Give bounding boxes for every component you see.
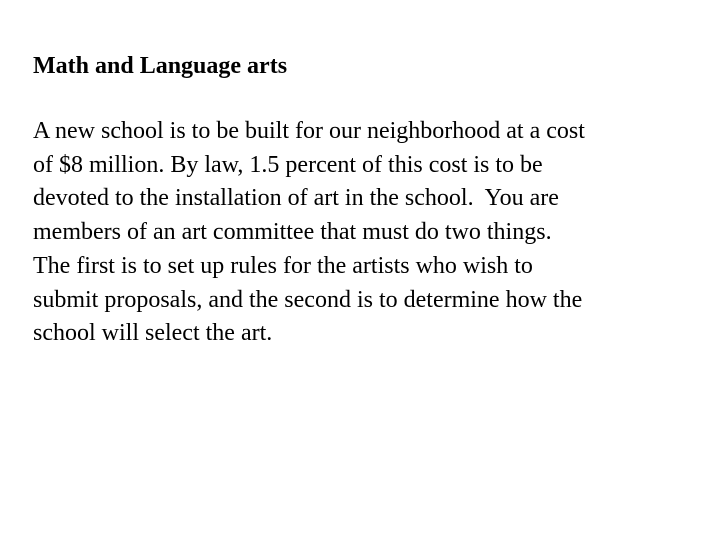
paragraph-line-1: A new school is to be built for our neighborhood at a cost — [33, 118, 585, 144]
paragraph-line-4: members of an art committee that must do two things. — [33, 219, 552, 246]
paragraph-line-3: devoted to the installation of art in the school. You are — [33, 185, 559, 212]
paragraph-line-7: school will select the art. — [33, 320, 273, 347]
slide-paragraph — [33, 115, 693, 351]
paragraph-line-2: of $8 million. By law, 1.5 percent of this cost is to be — [33, 151, 543, 178]
paragraph-line-6: submit proposals, and the second is to determine how the — [33, 286, 583, 313]
slide-title: Math and Language arts — [33, 53, 288, 79]
paragraph-line-5: The first is to set up rules for the artists who wish to — [33, 252, 533, 279]
